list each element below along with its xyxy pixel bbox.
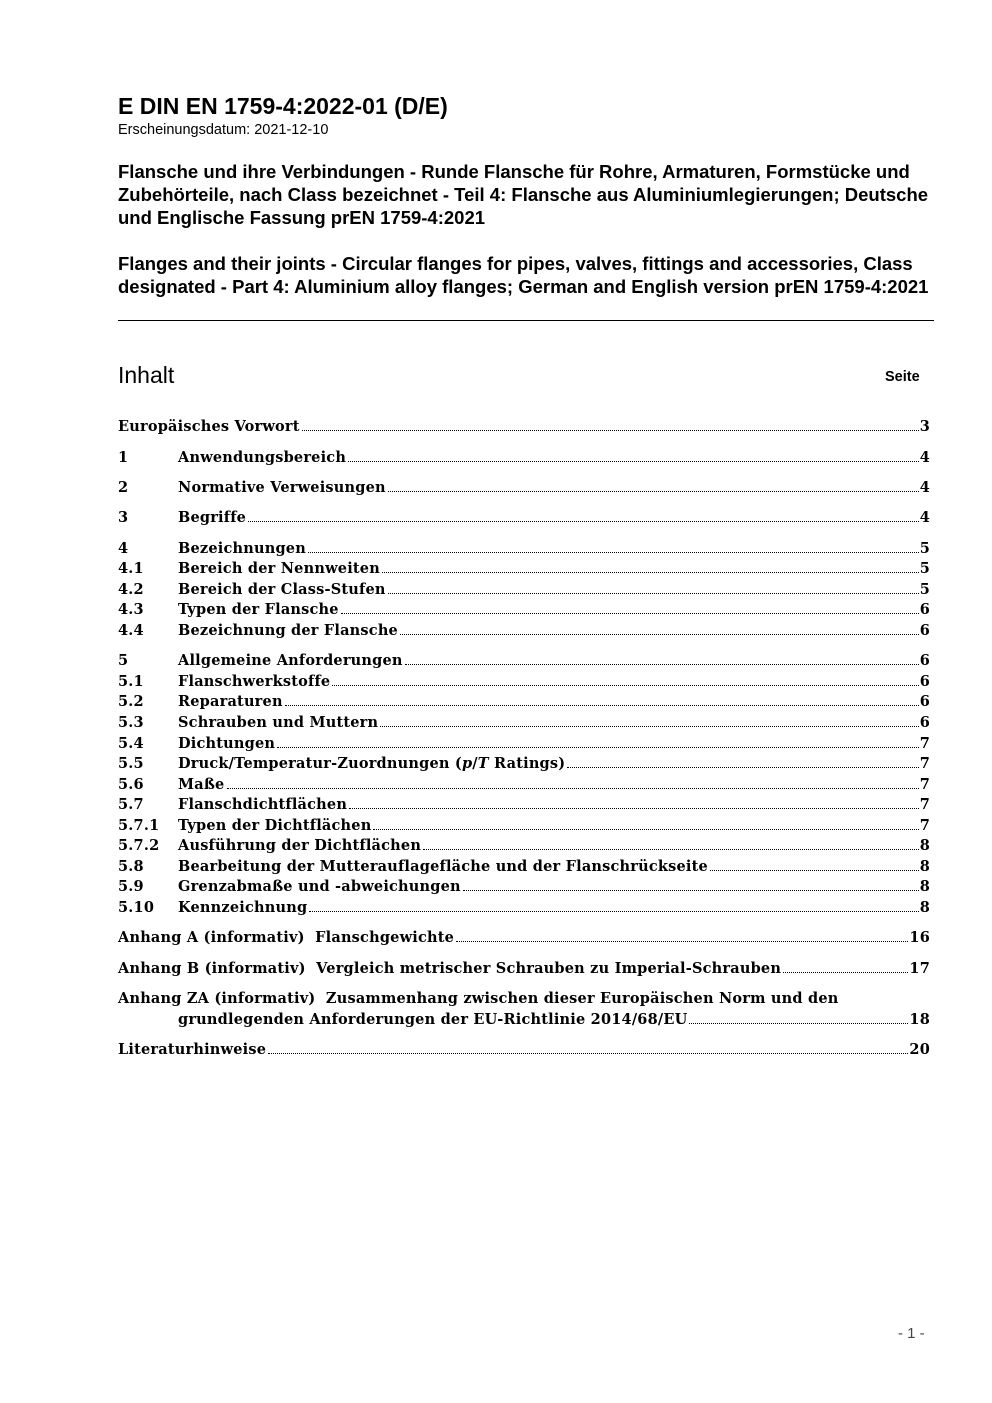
toc-leader-dots	[567, 767, 918, 768]
toc-leader-dots	[388, 491, 919, 492]
toc-entry-page: 8	[919, 837, 930, 854]
toc-leader-dots	[400, 634, 919, 635]
title-divider	[118, 320, 934, 321]
toc-entry-number: 1	[118, 449, 129, 466]
toc-entry[interactable]	[118, 672, 930, 692]
toc-entry[interactable]	[118, 795, 930, 815]
toc-entry[interactable]	[118, 754, 930, 774]
toc-entry-text: Maße	[178, 776, 225, 793]
toc-entry-page: 7	[919, 796, 930, 813]
toc-entry-number: 5.10	[118, 899, 155, 916]
toc-entry[interactable]	[118, 478, 930, 498]
toc-entry-page: 8	[919, 899, 930, 916]
toc-entry-number: 3	[118, 509, 129, 526]
toc-leader-dots	[382, 572, 919, 573]
toc-entry-number: 4	[118, 540, 129, 557]
toc-entry[interactable]	[118, 417, 930, 437]
toc-entry-page: 7	[919, 817, 930, 834]
toc-entry-text: Anhang ZA (informativ) Zusammenhang zwischen dieser Europäischen Norm und den	[118, 990, 839, 1007]
toc-leader-dots	[380, 726, 918, 727]
toc-entry[interactable]	[118, 600, 930, 620]
toc-entry-page: 6	[919, 714, 930, 731]
toc-entry-page: 6	[919, 652, 930, 669]
toc-entry[interactable]	[118, 1040, 930, 1060]
toc-entry-text: Bezeichnungen	[178, 540, 306, 557]
toc-entry-text: Anhang B (informativ) Vergleich metrischer Schrauben zu Imperial-Schrauben	[118, 960, 782, 977]
toc-entry-text: Normative Verweisungen	[178, 479, 386, 496]
document-id: E DIN EN 1759-4:2022-01 (D/E)	[118, 93, 448, 119]
toc-entry-number: 5.6	[118, 776, 144, 793]
toc-entry-page: 4	[919, 509, 930, 526]
toc-entry-text: Bereich der Class-Stufen	[178, 581, 386, 598]
toc-page-label: Seite	[885, 369, 920, 385]
toc-leader-dots	[348, 461, 919, 462]
toc-entry-text: Druck/Temperatur-Zuordnungen (p/T Ratings)	[178, 755, 566, 772]
toc-entry[interactable]	[118, 559, 930, 579]
toc-entry-text: Reparaturen	[178, 693, 283, 710]
toc-entry-annex[interactable]	[118, 928, 930, 948]
toc-entry-text: Anwendungsbereich	[178, 449, 347, 466]
toc-entry-text: Literaturhinweise	[118, 1041, 267, 1058]
toc-entry-text: Kennzeichnung	[178, 899, 308, 916]
toc-leader-dots	[349, 808, 919, 809]
toc-entry-number: 5.7.2	[118, 837, 160, 854]
toc-entry-text-line2: grundlegenden Anforderungen der EU-Richtlinie 2014/68/EU	[178, 1011, 688, 1028]
toc-entry-page: 8	[919, 878, 930, 895]
toc-entry-page: 20	[909, 1041, 930, 1058]
toc-leader-dots	[341, 613, 919, 614]
toc-entry-page: 6	[919, 601, 930, 618]
toc-entry[interactable]	[118, 539, 930, 559]
title-english: Flanges and their joints - Circular flanges for pipes, valves, fittings and accessories, Class designated - Part 4: Aluminium alloy flanges; German and English version prEN 1759-4:2021	[118, 253, 929, 297]
toc-entry-text: Anhang A (informativ) Flanschgewichte	[118, 929, 455, 946]
toc-entry[interactable]	[118, 734, 930, 754]
toc-entry-number: 4.2	[118, 581, 144, 598]
toc-entry-page: 16	[909, 929, 930, 946]
toc-entry-page: 18	[909, 1011, 930, 1028]
toc-leader-dots	[710, 870, 919, 871]
toc-entry-page: 6	[919, 622, 930, 639]
toc-heading: Inhalt	[118, 362, 175, 388]
toc-entry[interactable]	[118, 816, 930, 836]
toc-entry-number: 5.5	[118, 755, 144, 772]
toc-entry-number: 5.4	[118, 735, 144, 752]
toc-entry[interactable]	[118, 580, 930, 600]
publication-date: Erscheinungsdatum: 2021-12-10	[118, 122, 329, 138]
toc-entry-page: 7	[919, 776, 930, 793]
toc-leader-dots	[373, 829, 918, 830]
toc-entry-page: 5	[919, 560, 930, 577]
toc-leader-dots	[309, 911, 918, 912]
toc-entry-page: 7	[919, 755, 930, 772]
toc-entry-number: 5.1	[118, 673, 144, 690]
toc-leader-dots	[689, 1023, 908, 1024]
toc-entry-page: 5	[919, 540, 930, 557]
toc-entry-text: Allgemeine Anforderungen	[178, 652, 403, 669]
toc-entry-page: 7	[919, 735, 930, 752]
toc-entry-text: Bereich der Nennweiten	[178, 560, 380, 577]
toc-entry-number: 5	[118, 652, 129, 669]
toc-entry-text: Typen der Dichtflächen	[178, 817, 372, 834]
toc-entry[interactable]	[118, 898, 930, 918]
toc-entry-page: 4	[919, 449, 930, 466]
toc-entry[interactable]	[118, 857, 930, 877]
toc-entry[interactable]	[118, 651, 930, 671]
toc-leader-dots	[227, 788, 919, 789]
toc-entry-page: 6	[919, 693, 930, 710]
toc-entry[interactable]	[118, 448, 930, 468]
toc-leader-dots	[456, 941, 908, 942]
toc-entry-number: 5.7	[118, 796, 144, 813]
toc-entry-number: 5.3	[118, 714, 144, 731]
toc-entry-page: 3	[919, 418, 930, 435]
toc-entry-page: 4	[919, 479, 930, 496]
toc-entry-text: Typen der Flansche	[178, 601, 339, 618]
toc-entry-number: 4.3	[118, 601, 144, 618]
toc-entry-number: 5.2	[118, 693, 144, 710]
toc-entry-page: 5	[919, 581, 930, 598]
toc-leader-dots	[463, 890, 919, 891]
toc-entry-text: Grenzabmaße und -abweichungen	[178, 878, 461, 895]
toc-entry-text: Dichtungen	[178, 735, 276, 752]
toc-entry-annex-continuation[interactable]	[178, 1010, 930, 1030]
toc-leader-dots	[248, 521, 919, 522]
toc-leader-dots	[783, 972, 908, 973]
toc-entry-text: Flanschdichtflächen	[178, 796, 348, 813]
toc-entry-page: 8	[919, 858, 930, 875]
toc-leader-dots	[302, 430, 919, 431]
toc-entry-text: Europäisches Vorwort	[118, 418, 300, 435]
toc-entry-text: Schrauben und Muttern	[178, 714, 379, 731]
toc-entry-text: Bearbeitung der Mutterauflagefläche und der Flanschrückseite	[178, 858, 708, 875]
toc-entry-page: 17	[909, 960, 930, 977]
toc-entry-annex[interactable]	[118, 989, 930, 1009]
toc-leader-dots	[388, 593, 919, 594]
toc-entry-annex[interactable]	[118, 959, 930, 979]
toc-entry-number: 4.1	[118, 560, 144, 577]
toc-leader-dots	[277, 747, 919, 748]
toc-entry[interactable]	[118, 692, 930, 712]
toc-entry-text: Begriffe	[178, 509, 247, 526]
toc-entry-number: 5.7.1	[118, 817, 160, 834]
toc-leader-dots	[332, 685, 918, 686]
toc-entry[interactable]	[118, 621, 930, 641]
toc-entry-text: Ausführung der Dichtflächen	[178, 837, 422, 854]
toc-entry-text: Flanschwerkstoffe	[178, 673, 331, 690]
toc-entry-text: Bezeichnung der Flansche	[178, 622, 398, 639]
toc-entry-page: 6	[919, 673, 930, 690]
toc-entry[interactable]	[118, 775, 930, 795]
title-german: Flansche und ihre Verbindungen - Runde Flansche für Rohre, Armaturen, Formstücke und Zubehörteile, nach Class bezeichnet - Teil 4: Flansche aus Aluminiumlegierungen; Deutsche und Englische Fassung prEN 1759-4:2021	[118, 161, 929, 228]
toc-leader-dots	[405, 664, 919, 665]
toc-entry[interactable]	[118, 713, 930, 733]
toc-entry[interactable]	[118, 877, 930, 897]
toc-entry-number: 4.4	[118, 622, 144, 639]
toc-entry-number: 5.9	[118, 878, 144, 895]
toc-entry[interactable]	[118, 508, 930, 528]
toc-entry-number: 2	[118, 479, 129, 496]
toc-leader-dots	[268, 1053, 908, 1054]
toc-leader-dots	[308, 552, 919, 553]
toc-leader-dots	[423, 849, 919, 850]
toc-entry[interactable]	[118, 836, 930, 856]
toc-entry-number: 5.8	[118, 858, 144, 875]
page-number: - 1 -	[898, 1325, 925, 1342]
toc-leader-dots	[285, 705, 919, 706]
